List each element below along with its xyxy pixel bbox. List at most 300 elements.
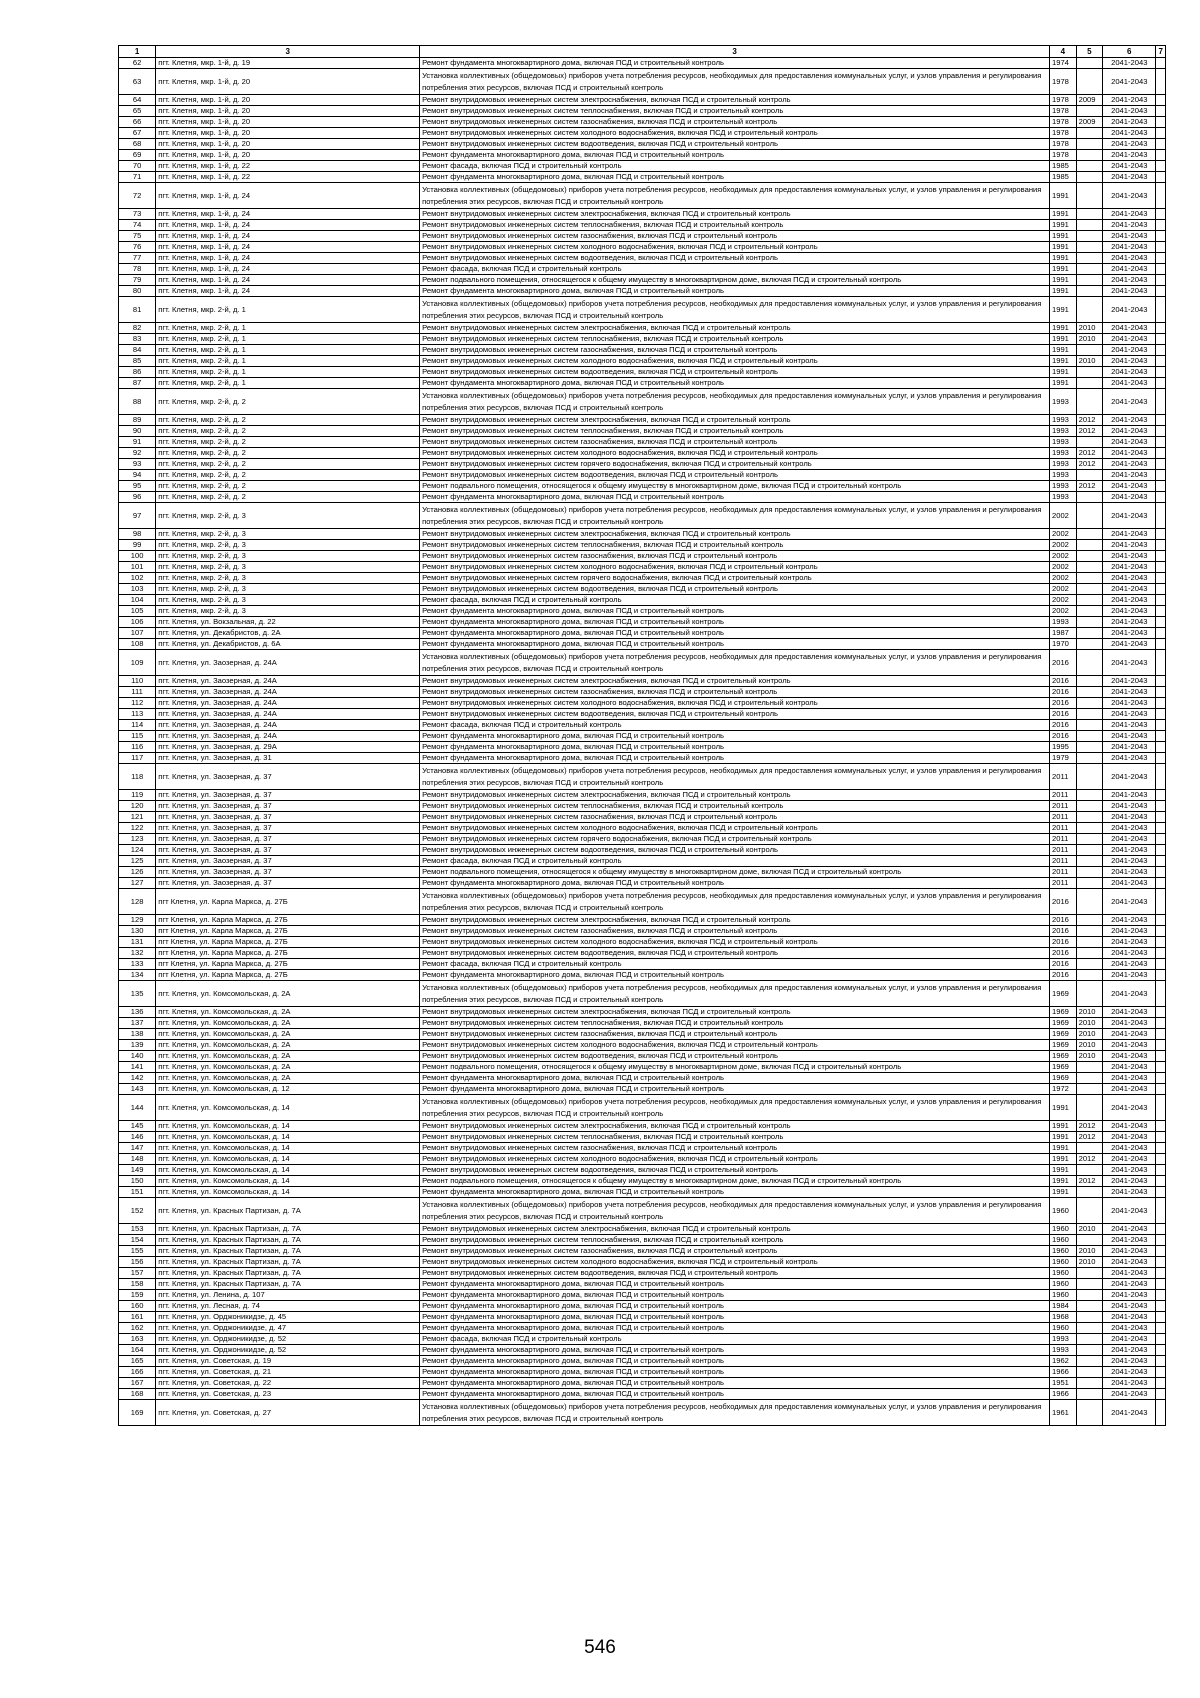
build-year-cell: 1962: [1050, 1356, 1077, 1367]
address-cell: пгт Клетня, ул. Карла Маркса, д. 27Б: [156, 970, 420, 981]
row-number-cell: 168: [119, 1389, 156, 1400]
build-year-cell: 2016: [1050, 720, 1077, 731]
build-year-cell: 1991: [1050, 183, 1077, 209]
address-cell: пгт. Клетня, мкр. 1-й, д. 24: [156, 264, 420, 275]
build-year-cell: 1993: [1050, 1334, 1077, 1345]
work-type-cell: Ремонт фасада, включая ПСД и строительный контроль: [420, 595, 1050, 606]
last-repair-year-cell: [1076, 209, 1103, 220]
table-row: [119, 106, 1166, 117]
work-type-cell: Ремонт внутридомовых инженерных систем электроснабжения, включая ПСД и строительный контроль: [420, 415, 1050, 426]
row-number-cell: 81: [119, 297, 156, 323]
planned-period-cell: 2041-2043: [1103, 1345, 1156, 1356]
build-year-cell: 1960: [1050, 1279, 1077, 1290]
table-row: [119, 1334, 1166, 1345]
last-repair-year-cell: 2010: [1076, 1007, 1103, 1018]
row-number-cell: 65: [119, 106, 156, 117]
column-7-cell: [1156, 389, 1166, 415]
build-year-cell: 2002: [1050, 595, 1077, 606]
address-cell: пгт. Клетня, ул. Комсомольская, д. 14: [156, 1143, 420, 1154]
address-cell: пгт. Клетня, ул. Заозерная, д. 24А: [156, 698, 420, 709]
column-7-cell: [1156, 948, 1166, 959]
column-7-cell: [1156, 69, 1166, 95]
build-year-cell: 1991: [1050, 264, 1077, 275]
last-repair-year-cell: 2012: [1076, 415, 1103, 426]
last-repair-year-cell: [1076, 834, 1103, 845]
build-year-cell: 1984: [1050, 1301, 1077, 1312]
planned-period-cell: 2041-2043: [1103, 1029, 1156, 1040]
column-7-cell: [1156, 1176, 1166, 1187]
planned-period-cell: 2041-2043: [1103, 297, 1156, 323]
planned-period-cell: 2041-2043: [1103, 209, 1156, 220]
planned-period-cell: 2041-2043: [1103, 150, 1156, 161]
column-7-cell: [1156, 573, 1166, 584]
address-cell: пгт. Клетня, ул. Лесная, д. 74: [156, 1301, 420, 1312]
column-7-cell: [1156, 286, 1166, 297]
work-type-cell: Установка коллективных (общедомовых) приборов учета потребления ресурсов, необходимых для предоставления коммунальных услуг, и узлов управления и регулирования потребления этих ресурсов, включая ПСД и строительный контроль: [420, 1400, 1050, 1426]
address-cell: пгт. Клетня, ул. Красных Партизан, д. 7А: [156, 1268, 420, 1279]
address-cell: пгт. Клетня, ул. Заозерная, д. 24А: [156, 709, 420, 720]
address-cell: пгт. Клетня, ул. Ленина, д. 107: [156, 1290, 420, 1301]
build-year-cell: 1969: [1050, 981, 1077, 1007]
address-cell: пгт. Клетня, мкр. 2-й, д. 2: [156, 389, 420, 415]
row-number-cell: 117: [119, 753, 156, 764]
last-repair-year-cell: 2010: [1076, 334, 1103, 345]
work-type-cell: Ремонт фасада, включая ПСД и строительный контроль: [420, 264, 1050, 275]
planned-period-cell: 2041-2043: [1103, 948, 1156, 959]
work-type-cell: Ремонт внутридомовых инженерных систем теплоснабжения, включая ПСД и строительный контроль: [420, 220, 1050, 231]
column-7-cell: [1156, 481, 1166, 492]
column-7-cell: [1156, 720, 1166, 731]
work-type-cell: Ремонт внутридомовых инженерных систем теплоснабжения, включая ПСД и строительный контроль: [420, 106, 1050, 117]
planned-period-cell: 2041-2043: [1103, 459, 1156, 470]
address-cell: пгт. Клетня, ул. Заозерная, д. 37: [156, 856, 420, 867]
column-7-cell: [1156, 981, 1166, 1007]
column-7-cell: [1156, 1257, 1166, 1268]
build-year-cell: 1969: [1050, 1018, 1077, 1029]
build-year-cell: 1966: [1050, 1389, 1077, 1400]
table-row: [119, 503, 1166, 529]
column-7-cell: [1156, 492, 1166, 503]
build-year-cell: 2011: [1050, 823, 1077, 834]
row-number-cell: 102: [119, 573, 156, 584]
build-year-cell: 2016: [1050, 889, 1077, 915]
planned-period-cell: 2041-2043: [1103, 628, 1156, 639]
build-year-cell: 2011: [1050, 856, 1077, 867]
planned-period-cell: 2041-2043: [1103, 1132, 1156, 1143]
build-year-cell: 1978: [1050, 106, 1077, 117]
last-repair-year-cell: [1076, 1062, 1103, 1073]
address-cell: пгт. Клетня, ул. Комсомольская, д. 12: [156, 1084, 420, 1095]
column-7-cell: [1156, 367, 1166, 378]
last-repair-year-cell: [1076, 720, 1103, 731]
table-body: [119, 46, 1166, 1426]
column-7-cell: [1156, 345, 1166, 356]
address-cell: пгт. Клетня, ул. Комсомольская, д. 2А: [156, 1073, 420, 1084]
address-cell: пгт. Клетня, мкр. 2-й, д. 2: [156, 437, 420, 448]
column-7-cell: [1156, 172, 1166, 183]
last-repair-year-cell: [1076, 959, 1103, 970]
table-row: [119, 812, 1166, 823]
column-7-cell: [1156, 128, 1166, 139]
table-row: [119, 242, 1166, 253]
address-cell: пгт. Клетня, мкр. 2-й, д. 3: [156, 540, 420, 551]
work-type-cell: Ремонт фундамента многоквартирного дома, включая ПСД и строительный контроль: [420, 742, 1050, 753]
build-year-cell: 2002: [1050, 503, 1077, 529]
address-cell: пгт. Клетня, мкр. 2-й, д. 3: [156, 595, 420, 606]
address-cell: пгт. Клетня, мкр. 2-й, д. 3: [156, 584, 420, 595]
row-number-cell: 94: [119, 470, 156, 481]
row-number-cell: 135: [119, 981, 156, 1007]
table-row: [119, 926, 1166, 937]
address-cell: пгт. Клетня, мкр. 2-й, д. 2: [156, 481, 420, 492]
build-year-cell: 2002: [1050, 540, 1077, 551]
row-number-cell: 71: [119, 172, 156, 183]
row-number-cell: 122: [119, 823, 156, 834]
build-year-cell: 2011: [1050, 834, 1077, 845]
planned-period-cell: 2041-2043: [1103, 698, 1156, 709]
planned-period-cell: 2041-2043: [1103, 1323, 1156, 1334]
column-7-cell: [1156, 1198, 1166, 1224]
planned-period-cell: 2041-2043: [1103, 323, 1156, 334]
row-number-cell: 76: [119, 242, 156, 253]
table-row: [119, 356, 1166, 367]
row-number-cell: 129: [119, 915, 156, 926]
column-7-cell: [1156, 731, 1166, 742]
header-cell-2: 3: [156, 46, 420, 58]
row-number-cell: 104: [119, 595, 156, 606]
row-number-cell: 75: [119, 231, 156, 242]
row-number-cell: 165: [119, 1356, 156, 1367]
last-repair-year-cell: [1076, 69, 1103, 95]
row-number-cell: 93: [119, 459, 156, 470]
planned-period-cell: 2041-2043: [1103, 1290, 1156, 1301]
build-year-cell: 1978: [1050, 117, 1077, 128]
table-row: [119, 1235, 1166, 1246]
address-cell: пгт. Клетня, ул. Советская, д. 22: [156, 1378, 420, 1389]
last-repair-year-cell: [1076, 1334, 1103, 1345]
build-year-cell: 1991: [1050, 345, 1077, 356]
table-row: [119, 1198, 1166, 1224]
column-7-cell: [1156, 297, 1166, 323]
work-type-cell: Ремонт внутридомовых инженерных систем газоснабжения, включая ПСД и строительный контроль: [420, 551, 1050, 562]
table-row: [119, 1051, 1166, 1062]
column-7-cell: [1156, 448, 1166, 459]
address-cell: пгт. Клетня, мкр. 1-й, д. 24: [156, 286, 420, 297]
table-row: [119, 1224, 1166, 1235]
work-type-cell: Установка коллективных (общедомовых) приборов учета потребления ресурсов, необходимых для предоставления коммунальных услуг, и узлов управления и регулирования потребления этих ресурсов, включая ПСД и строительный контроль: [420, 297, 1050, 323]
address-cell: пгт. Клетня, ул. Декабристов, д. 2А: [156, 628, 420, 639]
last-repair-year-cell: 2010: [1076, 1018, 1103, 1029]
row-number-cell: 143: [119, 1084, 156, 1095]
planned-period-cell: 2041-2043: [1103, 753, 1156, 764]
address-cell: пгт. Клетня, мкр. 2-й, д. 1: [156, 356, 420, 367]
last-repair-year-cell: [1076, 1345, 1103, 1356]
row-number-cell: 100: [119, 551, 156, 562]
work-type-cell: Ремонт внутридомовых инженерных систем водоотведения, включая ПСД и строительный контроль: [420, 948, 1050, 959]
table-row: [119, 845, 1166, 856]
last-repair-year-cell: [1076, 639, 1103, 650]
work-type-cell: Ремонт фундамента многоквартирного дома, включая ПСД и строительный контроль: [420, 1301, 1050, 1312]
last-repair-year-cell: [1076, 753, 1103, 764]
row-number-cell: 152: [119, 1198, 156, 1224]
build-year-cell: 1991: [1050, 275, 1077, 286]
last-repair-year-cell: [1076, 878, 1103, 889]
build-year-cell: 2016: [1050, 970, 1077, 981]
header-cell-7: 7: [1156, 46, 1166, 58]
build-year-cell: 2016: [1050, 650, 1077, 676]
planned-period-cell: 2041-2043: [1103, 676, 1156, 687]
table-row: [119, 823, 1166, 834]
build-year-cell: 2011: [1050, 878, 1077, 889]
row-number-cell: 158: [119, 1279, 156, 1290]
address-cell: пгт. Клетня, мкр. 1-й, д. 22: [156, 172, 420, 183]
column-7-cell: [1156, 95, 1166, 106]
work-type-cell: Ремонт фундамента многоквартирного дома, включая ПСД и строительный контроль: [420, 731, 1050, 742]
last-repair-year-cell: [1076, 540, 1103, 551]
table-row: [119, 437, 1166, 448]
work-type-cell: Ремонт подвального помещения, относящегося к общему имуществу в многоквартирном доме, включая ПСД и строительный контроль: [420, 867, 1050, 878]
address-cell: пгт. Клетня, мкр. 1-й, д. 20: [156, 95, 420, 106]
table-row: [119, 1187, 1166, 1198]
build-year-cell: 1993: [1050, 617, 1077, 628]
row-number-cell: 134: [119, 970, 156, 981]
planned-period-cell: 2041-2043: [1103, 926, 1156, 937]
column-7-cell: [1156, 562, 1166, 573]
column-7-cell: [1156, 242, 1166, 253]
work-type-cell: Ремонт внутридомовых инженерных систем холодного водоснабжения, включая ПСД и строительный контроль: [420, 1257, 1050, 1268]
build-year-cell: 1985: [1050, 172, 1077, 183]
work-type-cell: Ремонт фундамента многоквартирного дома, включая ПСД и строительный контроль: [420, 1323, 1050, 1334]
work-type-cell: Ремонт фундамента многоквартирного дома, включая ПСД и строительный контроль: [420, 639, 1050, 650]
table-row: [119, 1268, 1166, 1279]
column-7-cell: [1156, 1187, 1166, 1198]
table-row: [119, 1389, 1166, 1400]
address-cell: пгт Клетня, ул. Карла Маркса, д. 27Б: [156, 926, 420, 937]
work-type-cell: Ремонт внутридомовых инженерных систем холодного водоснабжения, включая ПСД и строительный контроль: [420, 823, 1050, 834]
build-year-cell: 1969: [1050, 1029, 1077, 1040]
work-type-cell: Ремонт внутридомовых инженерных систем водоотведения, включая ПСД и строительный контроль: [420, 584, 1050, 595]
table-row: [119, 573, 1166, 584]
build-year-cell: 1993: [1050, 437, 1077, 448]
last-repair-year-cell: [1076, 801, 1103, 812]
row-number-cell: 138: [119, 1029, 156, 1040]
last-repair-year-cell: [1076, 220, 1103, 231]
planned-period-cell: 2041-2043: [1103, 1334, 1156, 1345]
build-year-cell: 1969: [1050, 1007, 1077, 1018]
row-number-cell: 109: [119, 650, 156, 676]
work-type-cell: Ремонт внутридомовых инженерных систем водоотведения, включая ПСД и строительный контроль: [420, 367, 1050, 378]
work-type-cell: Ремонт внутридомовых инженерных систем теплоснабжения, включая ПСД и строительный контроль: [420, 540, 1050, 551]
build-year-cell: 2011: [1050, 812, 1077, 823]
work-type-cell: Ремонт внутридомовых инженерных систем электроснабжения, включая ПСД и строительный контроль: [420, 323, 1050, 334]
table-row: [119, 1062, 1166, 1073]
planned-period-cell: 2041-2043: [1103, 117, 1156, 128]
address-cell: пгт. Клетня, ул. Комсомольская, д. 14: [156, 1154, 420, 1165]
column-7-cell: [1156, 426, 1166, 437]
column-7-cell: [1156, 275, 1166, 286]
work-type-cell: Ремонт внутридомовых инженерных систем теплоснабжения, включая ПСД и строительный контроль: [420, 334, 1050, 345]
column-7-cell: [1156, 867, 1166, 878]
address-cell: пгт. Клетня, мкр. 1-й, д. 20: [156, 150, 420, 161]
column-7-cell: [1156, 584, 1166, 595]
build-year-cell: 1993: [1050, 448, 1077, 459]
column-7-cell: [1156, 790, 1166, 801]
row-number-cell: 68: [119, 139, 156, 150]
build-year-cell: 2011: [1050, 845, 1077, 856]
column-7-cell: [1156, 437, 1166, 448]
build-year-cell: 1960: [1050, 1323, 1077, 1334]
row-number-cell: 149: [119, 1165, 156, 1176]
row-number-cell: 111: [119, 687, 156, 698]
column-7-cell: [1156, 1029, 1166, 1040]
address-cell: пгт. Клетня, ул. Комсомольская, д. 14: [156, 1132, 420, 1143]
work-type-cell: Ремонт фундамента многоквартирного дома, включая ПСД и строительный контроль: [420, 172, 1050, 183]
table-row: [119, 264, 1166, 275]
planned-period-cell: 2041-2043: [1103, 106, 1156, 117]
table-row: [119, 231, 1166, 242]
build-year-cell: 1966: [1050, 1367, 1077, 1378]
planned-period-cell: 2041-2043: [1103, 481, 1156, 492]
table-row: [119, 650, 1166, 676]
address-cell: пгт. Клетня, мкр. 1-й, д. 20: [156, 117, 420, 128]
build-year-cell: 2016: [1050, 687, 1077, 698]
row-number-cell: 137: [119, 1018, 156, 1029]
build-year-cell: 1993: [1050, 389, 1077, 415]
last-repair-year-cell: [1076, 823, 1103, 834]
table-row: [119, 606, 1166, 617]
column-7-cell: [1156, 1312, 1166, 1323]
table-row: [119, 1121, 1166, 1132]
last-repair-year-cell: [1076, 915, 1103, 926]
address-cell: пгт. Клетня, ул. Красных Партизан, д. 7А: [156, 1224, 420, 1235]
table-row: [119, 889, 1166, 915]
table-row: [119, 183, 1166, 209]
work-type-cell: Ремонт внутридомовых инженерных систем водоотведения, включая ПСД и строительный контроль: [420, 470, 1050, 481]
work-type-cell: Ремонт подвального помещения, относящегося к общему имуществу в многоквартирном доме, включая ПСД и строительный контроль: [420, 1062, 1050, 1073]
build-year-cell: 1991: [1050, 1132, 1077, 1143]
planned-period-cell: 2041-2043: [1103, 1367, 1156, 1378]
build-year-cell: 1960: [1050, 1257, 1077, 1268]
table-row: [119, 1290, 1166, 1301]
row-number-cell: 155: [119, 1246, 156, 1257]
table-row: [119, 334, 1166, 345]
column-7-cell: [1156, 1073, 1166, 1084]
planned-period-cell: 2041-2043: [1103, 334, 1156, 345]
last-repair-year-cell: [1076, 889, 1103, 915]
column-7-cell: [1156, 834, 1166, 845]
work-type-cell: Ремонт фундамента многоквартирного дома, включая ПСД и строительный контроль: [420, 1073, 1050, 1084]
row-number-cell: 72: [119, 183, 156, 209]
table-row: [119, 562, 1166, 573]
build-year-cell: 1991: [1050, 367, 1077, 378]
work-type-cell: Ремонт внутридомовых инженерных систем электроснабжения, включая ПСД и строительный контроль: [420, 1007, 1050, 1018]
last-repair-year-cell: 2012: [1076, 426, 1103, 437]
column-7-cell: [1156, 1246, 1166, 1257]
planned-period-cell: 2041-2043: [1103, 161, 1156, 172]
build-year-cell: 2016: [1050, 915, 1077, 926]
work-type-cell: Ремонт фундамента многоквартирного дома, включая ПСД и строительный контроль: [420, 1084, 1050, 1095]
row-number-cell: 161: [119, 1312, 156, 1323]
table-row: [119, 1084, 1166, 1095]
build-year-cell: 2002: [1050, 573, 1077, 584]
build-year-cell: 1995: [1050, 742, 1077, 753]
column-7-cell: [1156, 1378, 1166, 1389]
work-type-cell: Установка коллективных (общедомовых) приборов учета потребления ресурсов, необходимых для предоставления коммунальных услуг, и узлов управления и регулирования потребления этих ресурсов, включая ПСД и строительный контроль: [420, 981, 1050, 1007]
table-row: [119, 1279, 1166, 1290]
build-year-cell: 1991: [1050, 209, 1077, 220]
address-cell: пгт. Клетня, ул. Комсомольская, д. 14: [156, 1121, 420, 1132]
build-year-cell: 2011: [1050, 801, 1077, 812]
last-repair-year-cell: [1076, 1301, 1103, 1312]
table-row: [119, 915, 1166, 926]
column-7-cell: [1156, 1367, 1166, 1378]
address-cell: пгт. Клетня, ул. Заозерная, д. 24А: [156, 650, 420, 676]
column-7-cell: [1156, 845, 1166, 856]
column-7-cell: [1156, 551, 1166, 562]
build-year-cell: 1978: [1050, 69, 1077, 95]
last-repair-year-cell: [1076, 172, 1103, 183]
planned-period-cell: 2041-2043: [1103, 220, 1156, 231]
table-row: [119, 981, 1166, 1007]
last-repair-year-cell: [1076, 367, 1103, 378]
build-year-cell: 1991: [1050, 253, 1077, 264]
work-type-cell: Ремонт внутридомовых инженерных систем теплоснабжения, включая ПСД и строительный контроль: [420, 1132, 1050, 1143]
build-year-cell: 2002: [1050, 584, 1077, 595]
table-row: [119, 551, 1166, 562]
address-cell: пгт. Клетня, мкр. 1-й, д. 20: [156, 69, 420, 95]
build-year-cell: 2011: [1050, 764, 1077, 790]
address-cell: пгт. Клетня, ул. Заозерная, д. 29А: [156, 742, 420, 753]
planned-period-cell: 2041-2043: [1103, 856, 1156, 867]
address-cell: пгт. Клетня, ул. Комсомольская, д. 14: [156, 1095, 420, 1121]
row-number-cell: 82: [119, 323, 156, 334]
column-7-cell: [1156, 1389, 1166, 1400]
column-7-cell: [1156, 161, 1166, 172]
address-cell: пгт. Клетня, ул. Советская, д. 23: [156, 1389, 420, 1400]
last-repair-year-cell: [1076, 856, 1103, 867]
build-year-cell: 1978: [1050, 128, 1077, 139]
work-type-cell: Ремонт фундамента многоквартирного дома, включая ПСД и строительный контроль: [420, 286, 1050, 297]
column-7-cell: [1156, 1235, 1166, 1246]
last-repair-year-cell: [1076, 161, 1103, 172]
planned-period-cell: 2041-2043: [1103, 1062, 1156, 1073]
work-type-cell: Ремонт фундамента многоквартирного дома, включая ПСД и строительный контроль: [420, 1378, 1050, 1389]
row-number-cell: 124: [119, 845, 156, 856]
work-type-cell: Ремонт внутридомовых инженерных систем холодного водоснабжения, включая ПСД и строительный контроль: [420, 242, 1050, 253]
planned-period-cell: 2041-2043: [1103, 1224, 1156, 1235]
planned-period-cell: 2041-2043: [1103, 1312, 1156, 1323]
planned-period-cell: 2041-2043: [1103, 69, 1156, 95]
address-cell: пгт. Клетня, мкр. 2-й, д. 2: [156, 470, 420, 481]
work-type-cell: Ремонт внутридомовых инженерных систем холодного водоснабжения, включая ПСД и строительный контроль: [420, 937, 1050, 948]
planned-period-cell: 2041-2043: [1103, 1279, 1156, 1290]
header-cell-1: 1: [119, 46, 156, 58]
address-cell: пгт. Клетня, ул. Орджоникидзе, д. 52: [156, 1334, 420, 1345]
build-year-cell: 2016: [1050, 959, 1077, 970]
column-7-cell: [1156, 937, 1166, 948]
last-repair-year-cell: [1076, 628, 1103, 639]
work-type-cell: Ремонт внутридомовых инженерных систем водоотведения, включая ПСД и строительный контроль: [420, 253, 1050, 264]
last-repair-year-cell: [1076, 573, 1103, 584]
column-7-cell: [1156, 1268, 1166, 1279]
last-repair-year-cell: [1076, 698, 1103, 709]
table-row: [119, 698, 1166, 709]
work-type-cell: Ремонт фундамента многоквартирного дома, включая ПСД и строительный контроль: [420, 1367, 1050, 1378]
work-type-cell: Ремонт внутридомовых инженерных систем электроснабжения, включая ПСД и строительный контроль: [420, 790, 1050, 801]
planned-period-cell: 2041-2043: [1103, 253, 1156, 264]
table-row: [119, 378, 1166, 389]
build-year-cell: 1960: [1050, 1235, 1077, 1246]
